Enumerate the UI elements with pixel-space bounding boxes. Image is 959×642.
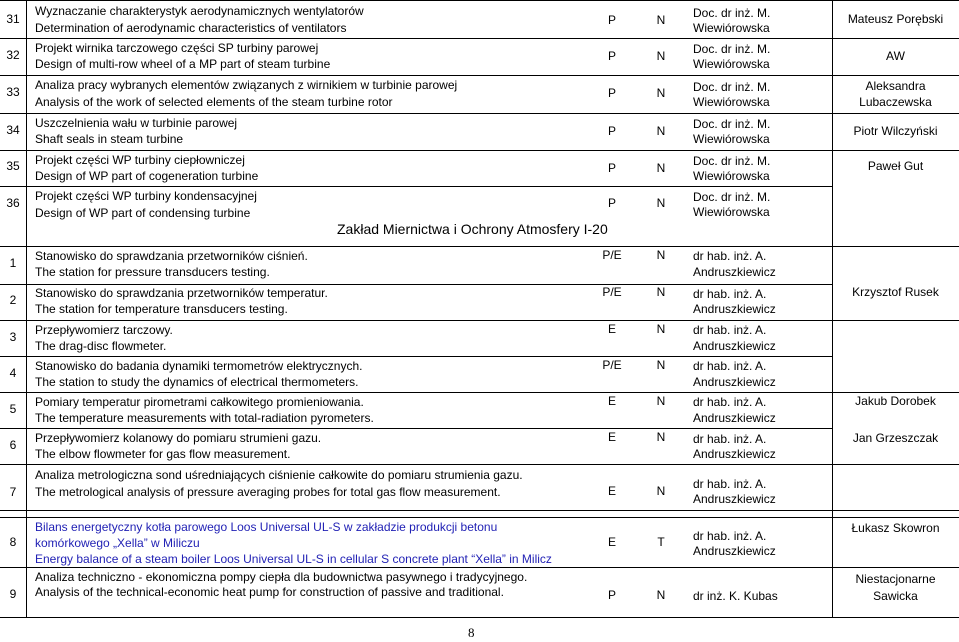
supervisor-line: dr hab. inż. A. <box>693 395 767 409</box>
topic-en: Shaft seals in steam turbine <box>35 132 184 146</box>
row-line <box>0 356 832 357</box>
topic-pl: Analiza techniczno - ekonomiczna pompy ciepła dla budownictwa pasywnego i tradycyjnego. <box>35 570 528 584</box>
row-line <box>0 113 959 114</box>
type-code: P <box>607 196 616 210</box>
row-line <box>0 0 959 1</box>
topic-pl: Analiza pracy wybranych elementów związanych z wirnikiem w turbinie parowej <box>35 78 458 92</box>
row-line <box>0 428 832 429</box>
topic-pl: Stanowisko do badania dynamiki termometrów elektrycznych. <box>35 359 363 373</box>
mode-code: N <box>656 322 666 336</box>
student-name: Krzysztof Rusek <box>852 285 939 299</box>
supervisor-line: Andruszkiewicz <box>693 375 776 389</box>
type-code: E <box>607 394 616 408</box>
row-number: 6 <box>9 438 17 452</box>
topic-pl: Analiza metrologiczna sond uśredniających ciśnienie całkowite do pomiaru strumienia gazu. <box>35 468 523 482</box>
topic-en: The elbow flowmeter for gas flow measurement. <box>35 447 291 461</box>
student-name: Łukasz Skowron <box>851 521 940 535</box>
supervisor-line: Wiewiórowska <box>693 132 770 146</box>
row-number: 1 <box>9 256 17 270</box>
supervisor-line: Doc. dr inż. M. <box>693 42 771 56</box>
supervisor-line: dr hab. inż. A. <box>693 287 767 301</box>
topic-en: Design of multi-row wheel of a MP part of steam turbine <box>35 57 331 71</box>
topic-pl: Wyznaczanie charakterystyk aerodynamicznych wentylatorów <box>35 4 364 18</box>
section-title: Zakład Miernictwa i Ochrony Atmosfery I-20 <box>337 221 608 237</box>
type-code: P <box>607 13 616 27</box>
supervisor-line: Wiewiórowska <box>693 169 770 183</box>
mode-code: N <box>656 285 666 299</box>
row-line <box>0 75 959 76</box>
row-number: 33 <box>6 85 20 99</box>
type-code: P/E <box>602 358 622 372</box>
mode-code: N <box>656 358 666 372</box>
supervisor-line: dr hab. inż. A. <box>693 323 767 337</box>
topic-en: Analysis of the work of selected elements of the steam turbine rotor <box>35 95 393 109</box>
topic-pl: Bilans energetyczny kotła parowego Loos Universal UL-S w zakładzie produkcji betonu <box>35 520 498 534</box>
row-line <box>0 150 959 151</box>
row-line <box>0 392 959 393</box>
row-line <box>0 517 959 518</box>
type-code: E <box>607 430 616 444</box>
topic-en: The metrological analysis of pressure averaging probes for total gas flow measurement. <box>35 485 501 499</box>
mode-code: N <box>656 588 666 602</box>
row-line <box>832 38 959 39</box>
row-line <box>0 567 959 568</box>
supervisor-line: Doc. dr inż. M. <box>693 154 771 168</box>
mode-code: N <box>656 394 666 408</box>
mode-code: N <box>656 124 666 138</box>
mode-code: N <box>656 484 666 498</box>
row-number: 32 <box>6 48 20 62</box>
topic-en: Determination of aerodynamic characteristics of ventilators <box>35 21 347 35</box>
supervisor-line: Andruszkiewicz <box>693 265 776 279</box>
type-code: P/E <box>602 285 622 299</box>
row-line <box>0 320 959 321</box>
topic-en: The temperature measurements with total-radiation pyrometers. <box>35 411 374 425</box>
topic-en: The drag-disc flowmeter. <box>35 339 167 353</box>
supervisor-line: Andruszkiewicz <box>693 411 776 425</box>
row-line <box>0 246 959 247</box>
topic-en: The station for temperature transducers testing. <box>35 302 288 316</box>
student-name: Piotr Wilczyński <box>853 124 938 138</box>
student-name: Niestacjonarne <box>855 572 936 586</box>
supervisor-line: Wiewiórowska <box>693 205 770 219</box>
supervisor-line: Andruszkiewicz <box>693 447 776 461</box>
supervisor-line: Wiewiórowska <box>693 21 770 35</box>
topic-pl: Projekt części WP turbiny ciepłowniczej <box>35 153 245 167</box>
supervisor-line: Wiewiórowska <box>693 95 770 109</box>
supervisor-line: dr hab. inż. A. <box>693 477 767 491</box>
supervisor-line: Doc. dr inż. M. <box>693 117 771 131</box>
mode-code: N <box>656 13 666 27</box>
student-name: Mateusz Porębski <box>847 12 944 26</box>
supervisor-line: dr hab. inż. A. <box>693 359 767 373</box>
type-code: P <box>607 86 616 100</box>
topic-pl: Stanowisko do sprawdzania przetworników temperatur. <box>35 286 328 300</box>
row-number: 4 <box>9 366 17 380</box>
student-name: Sawicka <box>873 589 918 603</box>
student-name: Paweł Gut <box>867 159 924 173</box>
type-code: E <box>607 322 616 336</box>
mode-code: T <box>657 535 665 549</box>
student-name: Jakub Dorobek <box>855 394 936 408</box>
row-number: 2 <box>9 293 17 307</box>
supervisor-line: Andruszkiewicz <box>693 339 776 353</box>
row-line <box>0 464 959 465</box>
row-number: 8 <box>9 535 17 549</box>
topic-en: Analysis of the technical-economic heat pump for construction of passive and traditional. <box>35 585 504 599</box>
topic-en: The station to study the dynamics of electrical thermometers. <box>35 375 359 389</box>
supervisor-line: Andruszkiewicz <box>693 544 776 558</box>
page-number: 8 <box>468 625 475 640</box>
topic-pl: Pomiary temperatur pirometrami całkowitego promieniowania. <box>35 395 364 409</box>
topic-en: The station for pressure transducers testing. <box>35 265 270 279</box>
supervisor-line: Andruszkiewicz <box>693 302 776 316</box>
topic-en: Energy balance of a steam boiler Loos Universal UL-S in cellular S concrete plant “Xella” in Milicz <box>35 552 552 566</box>
mode-code: N <box>656 49 666 63</box>
topic-en: Design of WP part of condensing turbine <box>35 206 251 220</box>
row-number: 31 <box>6 12 20 26</box>
row-number: 35 <box>6 159 20 173</box>
mode-code: N <box>656 430 666 444</box>
supervisor-line: Andruszkiewicz <box>693 492 776 506</box>
type-code: E <box>607 484 616 498</box>
student-name: Lubaczewska <box>859 95 932 109</box>
type-code: P/E <box>602 248 622 262</box>
row-number: 3 <box>9 330 17 344</box>
row-line <box>0 38 832 39</box>
topic-pl: Uszczelnienia wału w turbinie parowej <box>35 116 238 130</box>
supervisor-line: dr hab. inż. A. <box>693 529 767 543</box>
row-number: 9 <box>9 587 17 601</box>
row-line <box>0 186 832 187</box>
row-number: 34 <box>6 123 20 137</box>
student-name: Jan Grzeszczak <box>852 431 939 445</box>
topic-pl: Stanowisko do sprawdzania przetworników ciśnień. <box>35 249 308 263</box>
topic-pl: Projekt wirnika tarczowego części SP turbiny parowej <box>35 41 319 55</box>
supervisor-line: dr inż. K. Kubas <box>693 589 778 603</box>
row-number: 5 <box>9 402 17 416</box>
supervisor-line: Doc. dr inż. M. <box>693 80 771 94</box>
type-code: P <box>607 124 616 138</box>
supervisor-line: Wiewiórowska <box>693 57 770 71</box>
row-number: 7 <box>9 485 17 499</box>
row-line <box>0 510 959 511</box>
topic-pl-cont: komórkowego „Xella” w Miliczu <box>35 536 200 550</box>
student-name: Aleksandra <box>865 79 926 93</box>
type-code: P <box>607 588 616 602</box>
mode-code: N <box>656 86 666 100</box>
topic-pl: Projekt części WP turbiny kondensacyjnej <box>35 189 257 203</box>
topic-pl: Przepływomierz tarczowy. <box>35 323 173 337</box>
supervisor-line: dr hab. inż. A. <box>693 249 767 263</box>
type-code: E <box>607 535 616 549</box>
col-divider-num <box>26 0 27 618</box>
row-number: 36 <box>6 196 20 210</box>
topic-en: Design of WP part of cogeneration turbine <box>35 169 259 183</box>
type-code: P <box>607 161 616 175</box>
supervisor-line: Doc. dr inż. M. <box>693 6 771 20</box>
mode-code: N <box>656 196 666 210</box>
supervisor-line: Doc. dr inż. M. <box>693 190 771 204</box>
topic-pl: Przepływomierz kolanowy do pomiaru strumieni gazu. <box>35 431 322 445</box>
type-code: P <box>607 49 616 63</box>
row-line <box>0 617 959 618</box>
supervisor-line: dr hab. inż. A. <box>693 432 767 446</box>
student-name: AW <box>886 49 905 63</box>
mode-code: N <box>656 161 666 175</box>
mode-code: N <box>656 248 666 262</box>
